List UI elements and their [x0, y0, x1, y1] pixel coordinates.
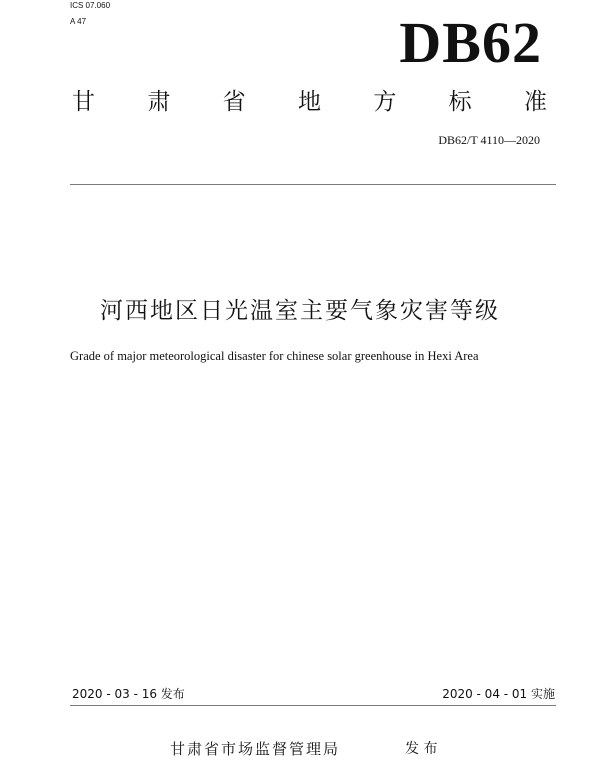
implementation-date: 2020 - 04 - 01 实施 [442, 687, 555, 701]
header-divider [70, 184, 556, 185]
standard-number: DB62/T 4110—2020 [438, 133, 540, 147]
issuing-authority: 甘肃省市场监督管理局 [170, 740, 341, 758]
footer-divider [70, 705, 556, 706]
document-title-chinese: 河西地区日光温室主要气象灾害等级 [100, 298, 500, 324]
standard-code-logo: DB62 [399, 10, 542, 75]
standard-type-heading: 甘 肃 省 地 方 标 准 [72, 89, 547, 115]
document-title-english: Grade of major meteorological disaster for chinese solar greenhouse in Hexi Area [70, 349, 479, 363]
ics-code: ICS 07.060 [70, 1, 111, 10]
ccs-code: A 47 [70, 17, 87, 26]
issuing-action: 发 布 [405, 741, 438, 757]
issue-date: 2020 - 03 - 16 发布 [72, 687, 185, 701]
